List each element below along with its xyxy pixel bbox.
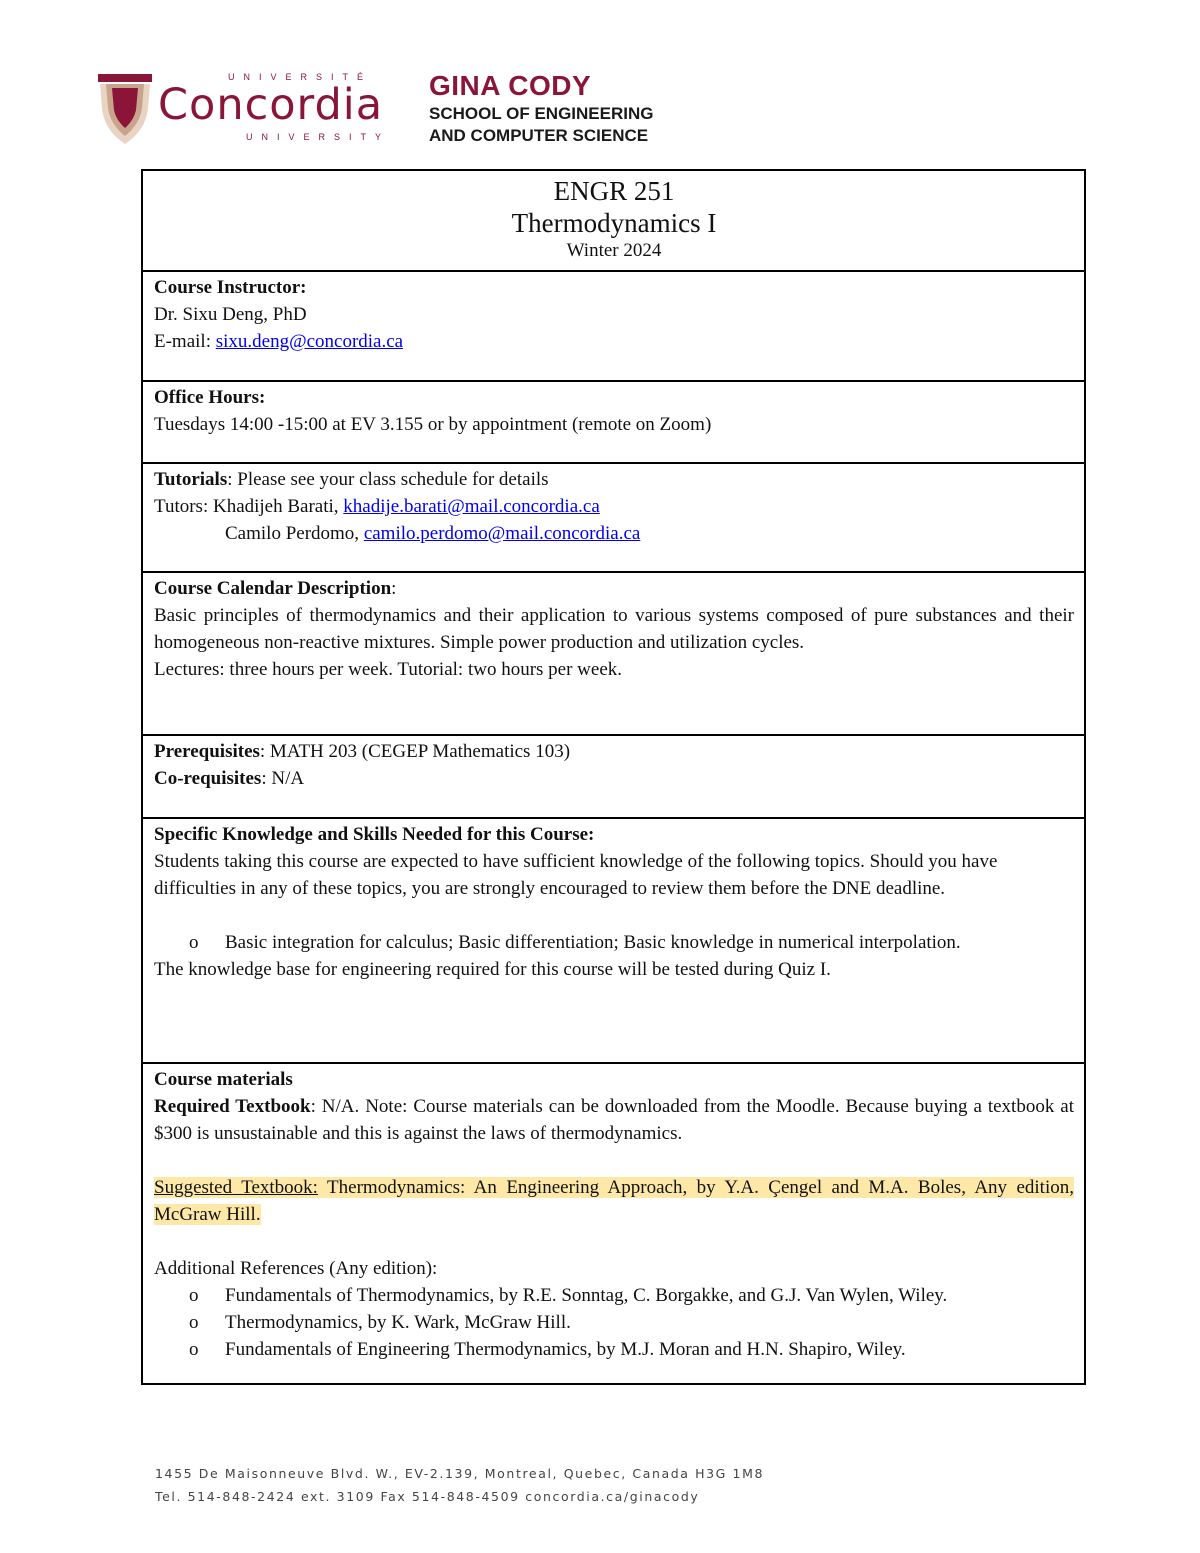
- instructor-section: [143, 272, 1084, 382]
- concordia-shield-logo: [96, 68, 154, 146]
- tutorials-section: [143, 464, 1084, 573]
- skills-bullet-text: Basic integration for calculus; Basic differentiation; Basic knowledge in numerical interpolation.: [225, 932, 961, 953]
- office-hours-text: Tuesdays 14:00 -15:00 at EV 3.155 or by appointment (remote on Zoom): [154, 414, 712, 435]
- materials-heading: Course materials: [154, 1069, 293, 1090]
- suggested-textbook-text: Thermodynamics: An Engineering Approach, by Y.A. Çengel and M.A. Boles, Any edition, McGraw Hill.: [154, 1177, 1074, 1225]
- skills-section: [143, 819, 1084, 1064]
- bullet-marker: o: [189, 932, 199, 953]
- course-materials-section: [143, 1064, 1084, 1383]
- skills-heading: Specific Knowledge and Skills Needed for this Course:: [154, 824, 595, 845]
- skills-note: The knowledge base for engineering required for this course will be tested during Quiz I.: [154, 959, 831, 980]
- instructor-heading: Course Instructor:: [154, 277, 307, 298]
- school-line-2: AND COMPUTER SCIENCE: [429, 126, 649, 145]
- calendar-heading: Course Calendar Description: [154, 578, 392, 599]
- tutors-label: Tutors:: [154, 496, 213, 517]
- reference-text: Thermodynamics, by K. Wark, McGraw Hill.: [225, 1312, 571, 1333]
- corequisites-label: Co-requisites: [154, 768, 262, 789]
- skills-bullet: [154, 929, 1074, 956]
- office-hours-section: [143, 382, 1084, 464]
- calendar-hours: Lectures: three hours per week. Tutorial: two hours per week.: [154, 659, 623, 680]
- footer-contact: Tel. 514-848-2424 ext. 3109 Fax 514-848-4509 concordia.ca/ginacody: [155, 1489, 700, 1504]
- reference-text: Fundamentals of Engineering Thermodynamics, by M.J. Moran and H.N. Shapiro, Wiley.: [225, 1339, 906, 1360]
- course-term: Winter 2024: [566, 240, 662, 261]
- tutor1-name: Khadijeh Barati,: [212, 496, 344, 517]
- prerequisites-label: Prerequisites: [154, 741, 260, 762]
- email-label: E-mail:: [154, 331, 216, 352]
- reference-item: [154, 1282, 1074, 1309]
- suggested-textbook-label: Suggested Textbook:: [154, 1177, 318, 1198]
- university-bottom-label: UNIVERSITY: [246, 132, 391, 142]
- course-name: Thermodynamics I: [511, 208, 717, 238]
- syllabus-table: [141, 169, 1086, 1385]
- school-name: GINA CODY: [429, 70, 592, 101]
- calendar-description: Basic principles of thermodynamics and their application to various systems composed of pure substances and their homogeneous non-reactive mixtures. Simple power production and utilization cycles.: [154, 605, 1074, 653]
- reference-text: Fundamentals of Thermodynamics, by R.E. Sonntag, C. Borgakke, and G.J. Van Wylen, Wiley.: [225, 1285, 948, 1306]
- tutor1-email-link[interactable]: khadije.barati@mail.concordia.ca: [343, 496, 600, 517]
- instructor-name: Dr. Sixu Deng, PhD: [154, 304, 307, 325]
- bullet-marker: o: [189, 1339, 199, 1360]
- course-title-section: [143, 171, 1084, 272]
- tutorials-text: : Please see your class schedule for details: [227, 469, 549, 490]
- reference-item: [154, 1336, 1074, 1363]
- bullet-marker: o: [189, 1312, 199, 1333]
- skills-intro: Students taking this course are expected to have sufficient knowledge of the following topics. Should you have difficulties in any of these topics, you are strongly encouraged to review them before the DNE deadline.: [154, 851, 998, 899]
- corequisites-value: : N/A: [261, 768, 305, 789]
- office-hours-heading: Office Hours:: [154, 387, 266, 408]
- calendar-colon: :: [391, 578, 397, 599]
- letterhead: [96, 62, 696, 152]
- tutor2-email-link[interactable]: camilo.perdomo@mail.concordia.ca: [363, 523, 641, 544]
- reference-item: [154, 1309, 1074, 1336]
- course-code: ENGR 251: [553, 176, 675, 206]
- calendar-description-section: [143, 573, 1084, 736]
- required-textbook-text: : N/A. Note: Course materials can be downloaded from the Moodle. Because buying a textbook at $300 is unsustainable and this is against the laws of thermodynamics.: [154, 1096, 1074, 1144]
- bullet-marker: o: [189, 1285, 199, 1306]
- tutor2-name: Camilo Perdomo,: [225, 523, 364, 544]
- instructor-email-link[interactable]: sixu.deng@concordia.ca: [215, 331, 404, 352]
- required-textbook-label: Required Textbook: [154, 1096, 311, 1117]
- requisites-section: [143, 736, 1084, 819]
- prerequisites-value: : MATH 203 (CEGEP Mathematics 103): [259, 741, 571, 762]
- footer-address: 1455 De Maisonneuve Blvd. W., EV-2.139, Montreal, Quebec, Canada H3G 1M8: [155, 1466, 765, 1481]
- university-top-label: UNIVERSITÉ: [228, 72, 373, 82]
- additional-references-heading: Additional References (Any edition):: [154, 1258, 438, 1279]
- university-name: Concordia: [158, 80, 384, 130]
- tutorials-heading: Tutorials: [154, 469, 228, 490]
- school-line-1: SCHOOL OF ENGINEERING: [429, 104, 654, 123]
